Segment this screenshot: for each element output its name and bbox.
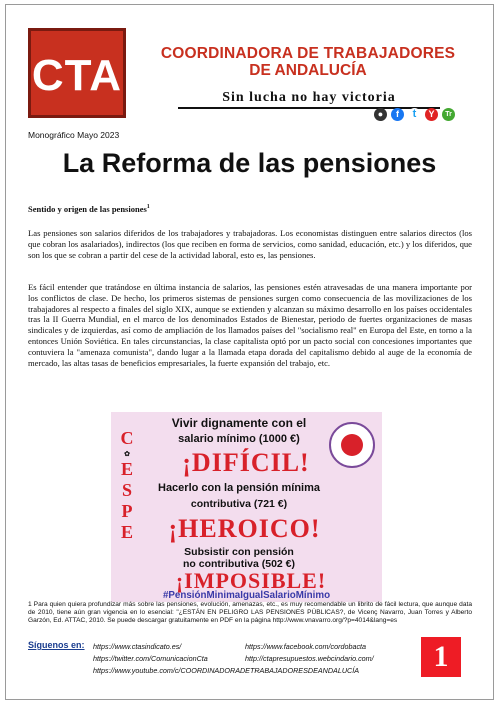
logo-text: CTA bbox=[31, 51, 123, 100]
poster-line: Vivir dignamente con el bbox=[171, 416, 307, 430]
follow-label: Síguenos en: bbox=[28, 640, 85, 650]
page-number: 1 bbox=[421, 637, 461, 677]
poster-letter: E bbox=[120, 459, 133, 479]
poster-small-emblem: ✿ bbox=[124, 450, 130, 458]
poster-letter: C bbox=[120, 428, 134, 448]
page-title: La Reforma de las pensiones bbox=[62, 148, 437, 178]
facebook-icon[interactable]: f bbox=[391, 108, 404, 121]
footnote-ref[interactable]: 1 bbox=[146, 204, 150, 211]
paragraph: Las pensiones son salarios diferidos de los trabajadores y trabajadoras. Los economistas distinguen entre salarios directos (los que cobran los asalariados), indirectos (los que reciben en forma de servicios, como sanidad, educación, etc.) y los diferidos, que son los que se cobran a partir del cese de la actividad laboral, esto es, las pensiones. bbox=[28, 228, 472, 260]
poster-letter: P bbox=[121, 501, 133, 521]
link-website[interactable]: https://www.ctasindicato.es/ bbox=[93, 642, 182, 651]
link-facebook[interactable]: https://www.facebook.com/cordobacta bbox=[245, 642, 367, 651]
poster-line: Hacerlo con la pensión mínima bbox=[158, 482, 320, 494]
org-name-line1: COORDINADORA DE TRABAJADORES bbox=[160, 45, 456, 62]
twitter-icon[interactable]: t bbox=[408, 108, 421, 121]
poster-letter: S bbox=[121, 480, 132, 500]
poster-line: salario mínimo (1000 €) bbox=[178, 433, 300, 445]
link-youtube[interactable]: https://www.youtube.com/c/COORDINADORADETRABAJADORESDEANDALUCÍA bbox=[93, 666, 360, 675]
poster-hashtag: #PensiónMinimaIgualSalarioMínimo bbox=[162, 590, 331, 601]
social-icons bbox=[374, 108, 455, 121]
poster-word-imposible: ¡IMPOSIBLE! bbox=[175, 568, 327, 593]
paragraph: Es fácil entender que tratándose en última instancia de salarios, las pensiones estén atravesadas de una manera importante por los conflictos de clase. De hecho, los primeros sistemas de pensiones surgen como consecuencia de las movilizaciones de los trabajadores al respecto a finales del siglo XIX, aunque se extienden y alcanzan su máximo desarrollo en los países occidentales tras la II Guerra Mundial, en el marco de los denominados Estados de Bienestar, periodo de fuertes organizaciones de masas sindicales y de izquierdas, así como de ampliación de los llamados países del "socialismo real" en Europa del Este, en torno a la entonces Unión Soviética. En tales circunstancias, la clase capitalista optó por un pacto social con concesiones importantes que contuviera la "amenaza comunista", dando lugar a la llamada etapa dorada del capitalismo debido al auge de la economía de mercado, las altas tasas de beneficios empresariales, la fuerte expansión del trabajo, etc. bbox=[28, 282, 472, 368]
web-icon[interactable]: ● bbox=[374, 108, 387, 121]
org-name-line2: DE ANDALUCÍA bbox=[249, 62, 367, 79]
poster-image bbox=[111, 412, 382, 602]
cta-logo bbox=[28, 28, 126, 118]
poster-line: Subsistir con pensión bbox=[184, 546, 294, 558]
poster-word-heroico: ¡HEROICO! bbox=[168, 514, 321, 543]
section-title-text: Sentido y origen de las pensiones bbox=[28, 204, 147, 214]
poster-letter: E bbox=[120, 522, 133, 542]
footnote: 1 Para quien quiera profundizar más sobre las pensiones, evolución, amenazas, etc., es muy recomendable un librito de fácil lectura, que aunque data de 2010, tiene aún gran vigencia en lo esencial: "¿ESTÁN EN PELIGRO LAS PENSIONES PÚBLICAS?, de Vicenç Navarro, Juan Torres y Alberto Garzón, Ed. ATTAC, 2010. Se puede descargar gratuitamente en PDF en la página http://www.vnavarro.org/?p=4014&lang=es bbox=[28, 601, 472, 624]
poster-word-dificil: ¡DIFÍCIL! bbox=[182, 448, 310, 477]
telegram-icon[interactable]: Tr bbox=[442, 108, 455, 121]
poster-vertical-acronym bbox=[117, 412, 137, 543]
poster-line: contributiva (721 €) bbox=[190, 498, 288, 510]
youtube-icon[interactable]: Y bbox=[425, 108, 438, 121]
motto: Sin lucha no hay victoria bbox=[178, 90, 440, 109]
section-title bbox=[28, 204, 150, 214]
link-twitter[interactable]: https://twitter.com/ComunicacionCta bbox=[93, 654, 208, 663]
issue-label: Monográfico Mayo 2023 bbox=[28, 130, 120, 140]
link-presupuestos[interactable]: http://ctapresupuestos.webcindario.com/ bbox=[245, 654, 374, 663]
poster-line: no contributiva (502 €) bbox=[182, 558, 296, 570]
